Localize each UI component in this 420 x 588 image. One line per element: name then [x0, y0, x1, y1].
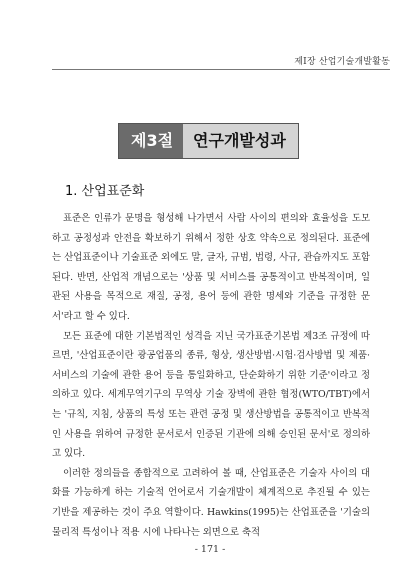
paragraph: 이러한 정의들을 종합적으로 고려하여 볼 때, 산업표준은 기술자 사이의 대화를 가능하게 하는 기술적 언어로서 기술개발이 체계적으로 추진될 수 있는 기반을 제공하는 것이 주요 역할이다. Hawkins(1995)는 산업표준을 '기술의 물리적 특성이나 적용 시에 나타나는 외면으로 축적	[52, 467, 370, 538]
section-title: 연구개발성과	[183, 124, 298, 158]
section-number: 제3절	[119, 124, 183, 158]
subsection-heading: 1. 산업표준화	[65, 184, 145, 199]
header-rule	[52, 69, 390, 70]
section-heading	[118, 123, 299, 159]
running-head: 제Ⅰ장 산업기술개발활동	[294, 57, 390, 67]
paragraph: 표준은 인류가 문명을 형성해 나가면서 사람 사이의 편의와 효율성을 도모하고 공정성과 안전을 확보하기 위해서 정한 상호 약속으로 정의된다. 표준에는 산업표준이나 기술표준 외에도 말, 글자, 규범, 법령, 사규, 관습까지도 포함된다. 반면, 산업적 개념으로는 '상품 및 서비스를 공통적이고 반복적이며, 일관된 사용을 목적으로 재질, 공정, 용어 등에 관한 명세와 기준을 규정한 문서'라고 할 수 있다.	[52, 213, 370, 322]
page-number: - 171 -	[194, 544, 226, 555]
paragraph: 모든 표준에 대한 기본법적인 성격을 지닌 국가표준기본법 제3조 규정에 따르면, '산업표준이란 광공업품의 종류, 형상, 생산방법·시험·검사방법 및 제품·서비스의 기술에 관한 용어 등을 통일화하고, 단순화하기 위한 기준'이라고 정의하고 있다. 세계무역기구의 무역상 기술 장벽에 관한 협정(WTO/TBT)에서는 '규칙, 지침, 상품의 특성 또는 관련 공정 및 생산방법을 공통적이고 반복적인 사용을 위하여 규정한 문서로서 인증된 기관에 의해 승인된 문서'로 정의하고 있다.	[52, 330, 370, 460]
body-text	[52, 209, 370, 542]
